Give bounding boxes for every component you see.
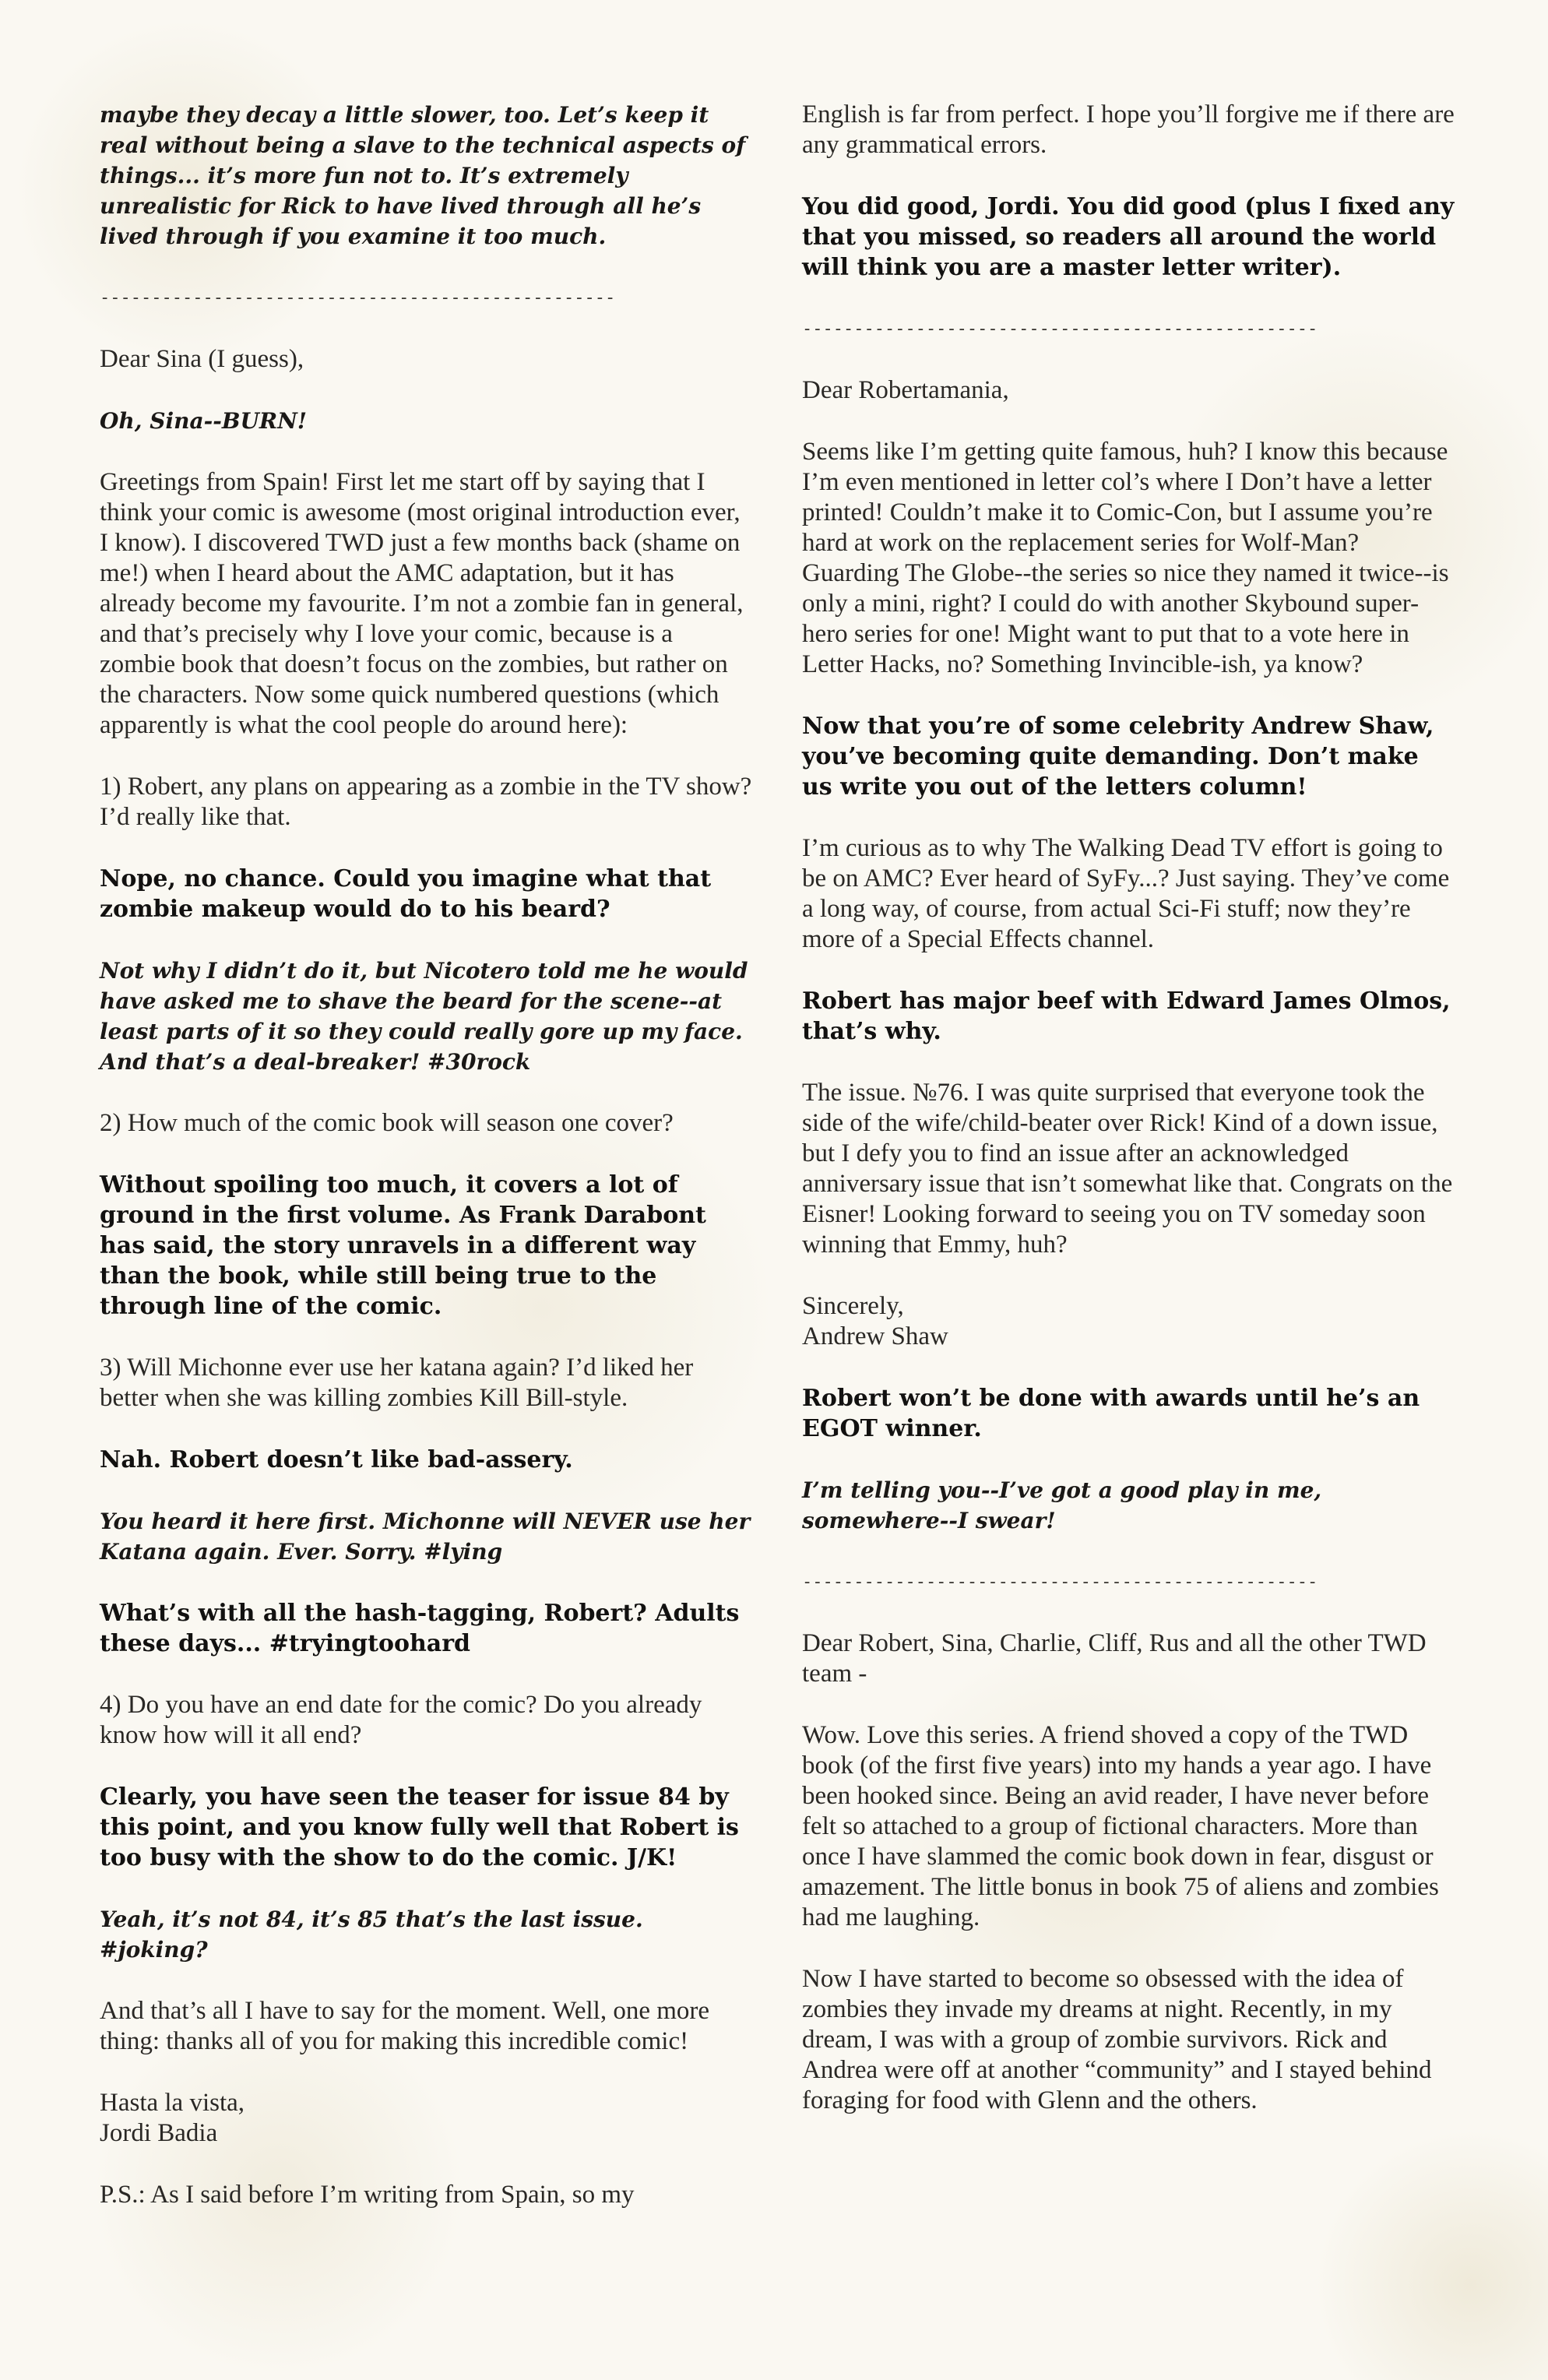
answer-1: Nope, no chance. Could you imagine what that zombie makeup would do to his beard? <box>100 865 712 923</box>
letter-salutation: Dear Robert, Sina, Charlie, Cliff, Rus and all the other TWD team - <box>802 1629 1427 1688</box>
letter-signature <box>100 2088 754 2149</box>
reply: Robert has major beef with Edward James Olmos, that’s why. <box>802 988 1451 1045</box>
letter-paragraph: The issue. №76. I was quite surprised that everyone took the side of the wife/child-beater over Rick! Kind of a down issue, but I defy you to find an issue after an acknowledged anniversary issue that isn’t somewhat like that. Congrats on the Eisner! Looking forward to seeing you on TV someday soon winning that Emmy, huh? <box>802 1079 1453 1259</box>
postscript: P.S.: As I said before I’m writing from Spain, so my <box>100 2181 635 2209</box>
letter-closing: And that’s all I have to say for the moment. Well, one more thing: thanks all of you for making this incredible comic! <box>100 1997 710 2055</box>
letter-paragraph: I’m curious as to why The Walking Dead TV effort is going to be on AMC? Ever heard of SyFy...? Just saying. They’ve come a long way, of course, from actual Sci-Fi stuff; now they’re more of a Special Effects channel. <box>802 834 1450 953</box>
question-3: 3) Will Michonne ever use her katana again? I’d liked her better when she was killing zombies Kill Bill-style. <box>100 1354 694 1412</box>
letter-salutation: Dear Sina (I guess), <box>100 345 304 373</box>
signer-name: Andrew Shaw <box>802 1322 948 1350</box>
burn-reply: Oh, Sina--BURN! <box>100 408 308 434</box>
answer-4-robert: Yeah, it’s not 84, it’s 85 that’s the last issue. #joking? <box>100 1906 643 1963</box>
letter-paragraph: Seems like I’m getting quite famous, huh? I know this because I’m even mentioned in letter col’s where I Don’t have a letter printed! Couldn’t make it to Comic-Con, but I assume you’re hard at work on the replacement series for Wolf-Man? Guarding The Globe--the series so nice they named it twice--is only a mini, right? I could do with another Skybound super-hero series for one! Might want to put that to a vote here in Letter Hacks, no? Something Invincible-ish, ya know? <box>802 438 1449 678</box>
answer-1-robert: Not why I didn’t do it, but Nicotero told me he would have asked me to shave the beard for the scene--at least parts of it so they could really gore up my face. And that’s a deal-breaker! #30rock <box>100 958 748 1075</box>
section-divider: -------------------------------------------------- <box>100 288 616 308</box>
letter-signature <box>802 1291 1456 1352</box>
letter-paragraph: Wow. Love this series. A friend shoved a copy of the TWD book (of the first five years) into my hands a year ago. I have been hooked since. Being an avid reader, I have never before felt so attached to a group of fictional characters. More than once I have slammed the comic book down in fear, disgust or amazement. The little bonus in book 75 of aliens and zombies had me laughing. <box>802 1721 1439 1931</box>
letter-paragraph: Greetings from Spain! First let me start off by saying that I think your comic is awesome (most original introduction ever, I know). I discovered TWD just a few months back (shame on me!) when I heard about the AMC adaptation, but it has already become my favourite. I’m not a zombie fan in general, and that’s precisely why I love your comic, because is a zombie book that doesn’t focus on the zombies, but rather on the characters. Now some quick numbered questions (which apparently is what the cool people do around here): <box>100 468 744 739</box>
intro-reply: maybe they decay a little slower, too. Let’s keep it real without being a slave to the technical aspects of things... it’s more fun not to. It’s extremely unrealistic for Rick to have lived through all he’s lived through if you examine it too much. <box>100 102 746 249</box>
section-divider: -------------------------------------------------- <box>802 1572 1318 1592</box>
question-1: 1) Robert, any plans on appearing as a zombie in the TV show? I’d really like that. <box>100 773 752 831</box>
answer-3-followup: What’s with all the hash-tagging, Robert? Adults these days... #tryingtoohard <box>100 1600 740 1657</box>
robert-reply: I’m telling you--I’ve got a good play in me, somewhere--I swear! <box>802 1477 1322 1533</box>
section-divider: -------------------------------------------------- <box>802 319 1318 339</box>
reply: Now that you’re of some celebrity Andrew Shaw, you’ve becoming quite demanding. Don’t make us write you out of the letters column! <box>802 713 1434 801</box>
signer-name: Jordi Badia <box>100 2119 218 2147</box>
postscript-continued: English is far from perfect. I hope you’ll forgive me if there are any grammatical errors. <box>802 100 1455 159</box>
answer-3-robert: You heard it here first. Michonne will NEVER use her Katana again. Ever. Sorry. #lying <box>100 1509 751 1565</box>
answer-4: Clearly, you have seen the teaser for issue 84 by this point, and you know fully well that Robert is too busy with the show to do the comic. J/K! <box>100 1783 739 1871</box>
letter-salutation: Dear Robertamania, <box>802 376 1009 404</box>
signoff: Hasta la vista, <box>100 2089 245 2117</box>
question-2: 2) How much of the comic book will season one cover? <box>100 1109 674 1137</box>
left-column <box>100 100 754 2241</box>
question-4: 4) Do you have an end date for the comic? Do you already know how will it all end? <box>100 1691 702 1749</box>
reply: Robert won’t be done with awards until he’s an EGOT winner. <box>802 1385 1420 1442</box>
right-column <box>802 100 1456 2147</box>
answer-2: Without spoiling too much, it covers a lot of ground in the first volume. As Frank Darabont has said, the story unravels in a different way than the book, while still being true to the through line of the comic. <box>100 1171 706 1320</box>
signoff: Sincerely, <box>802 1292 904 1320</box>
postscript-reply: You did good, Jordi. You did good (plus I fixed any that you missed, so readers all around the world will think you are a master letter writer). <box>802 193 1455 281</box>
letter-paragraph: Now I have started to become so obsessed with the idea of zombies they invade my dreams at night. Recently, in my dream, I was with a group of zombie survivors. Rick and Andrea were off at another “community” and I stayed behind foraging for food with Glenn and the others. <box>802 1965 1432 2114</box>
answer-3: Nah. Robert doesn’t like bad-assery. <box>100 1446 573 1473</box>
